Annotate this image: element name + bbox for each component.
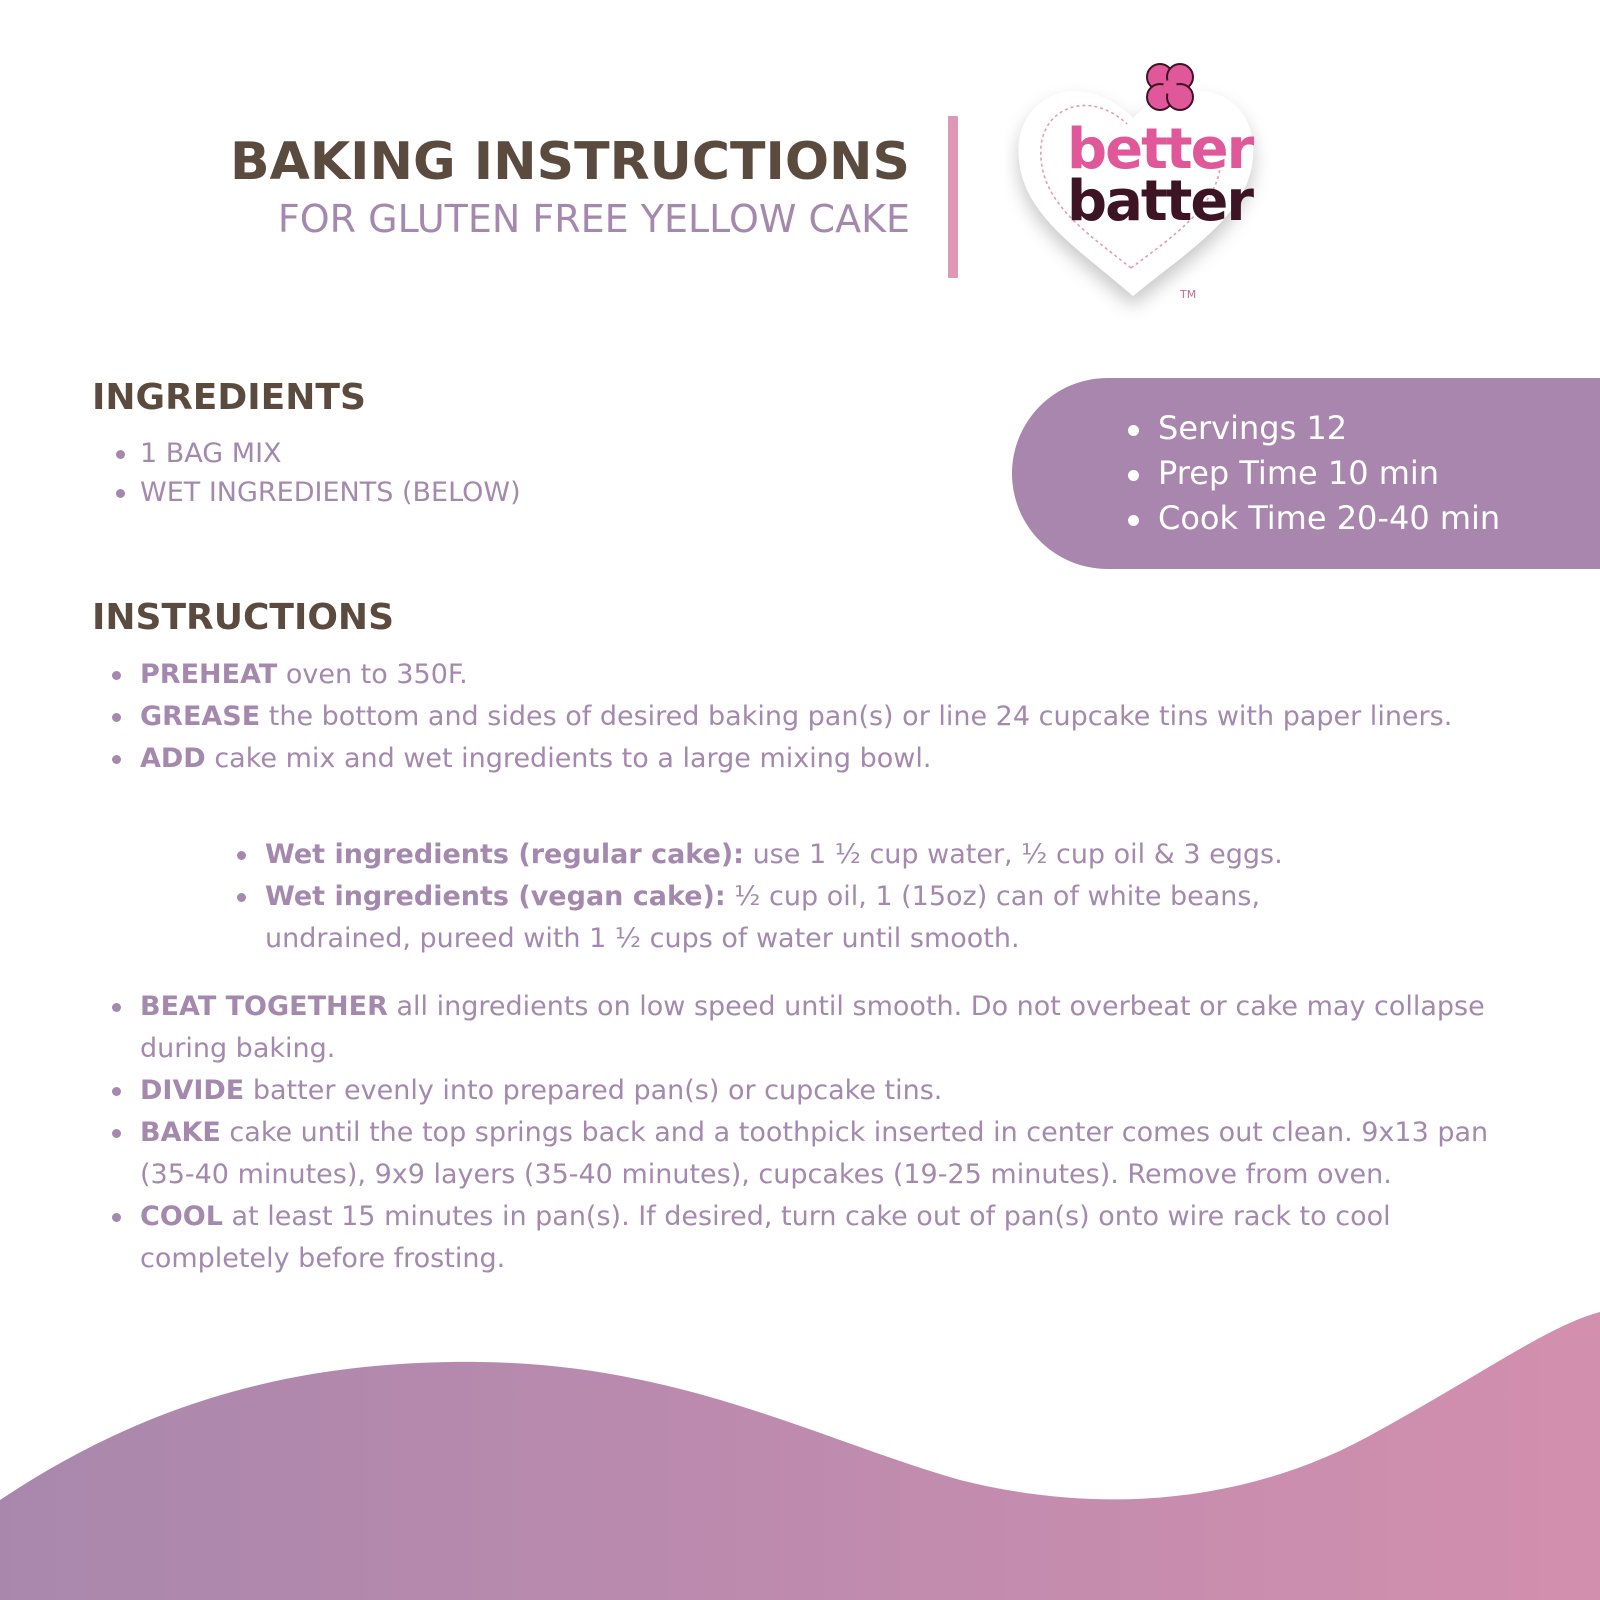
- step-keyword: ADD: [140, 743, 206, 774]
- option-text: ½ cup oil, 1 (15oz) can of white beans, undrained, pureed with 1 ½ cups of water until smooth.: [265, 881, 1261, 954]
- option-text: use 1 ½ cup water, ½ cup oil & 3 eggs.: [743, 839, 1283, 870]
- step-keyword: DIVIDE: [140, 1075, 245, 1106]
- brand-logo: [1005, 40, 1285, 340]
- option-keyword: Wet ingredients (vegan cake):: [265, 881, 726, 912]
- cook-time-item: [1158, 496, 1500, 541]
- step-text: at least 15 minutes in pan(s). If desired, turn cake out of pan(s) onto wire rack to cool completely before frosting.: [140, 1201, 1391, 1274]
- bullet-icon: [112, 1213, 121, 1222]
- bullet-icon: [1128, 470, 1139, 481]
- option-keyword: Wet ingredients (regular cake):: [265, 839, 744, 870]
- prep-time-item: [1158, 451, 1500, 496]
- step-keyword: GREASE: [140, 701, 261, 732]
- decorative-wave: [0, 1300, 1600, 1600]
- step-keyword: BEAT TOGETHER: [140, 991, 388, 1022]
- instruction-step: [140, 1112, 1540, 1196]
- header-divider: [948, 116, 958, 278]
- step-text: oven to 350F.: [277, 659, 468, 690]
- wet-option: [265, 876, 1285, 960]
- pink-flower-icon: [1147, 64, 1193, 110]
- step-keyword: PREHEAT: [140, 659, 278, 690]
- step-keyword: BAKE: [140, 1117, 221, 1148]
- step-text: batter evenly into prepared pan(s) or cupcake tins.: [244, 1075, 943, 1106]
- servings-text: Servings 12: [1158, 409, 1348, 447]
- ingredients-list: [140, 434, 521, 512]
- bullet-icon: [112, 755, 121, 764]
- ingredient-text: 1 BAG MIX: [140, 438, 282, 469]
- cook-time-text: Cook Time 20-40 min: [1158, 499, 1501, 537]
- step-text: cake mix and wet ingredients to a large mixing bowl.: [205, 743, 932, 774]
- instruction-step: [140, 696, 1540, 738]
- bullet-icon: [112, 713, 121, 722]
- bullet-icon: [112, 1087, 121, 1096]
- list-item: [140, 473, 521, 512]
- list-item: [140, 434, 521, 473]
- wet-ingredients-list: [265, 834, 1285, 960]
- header: [230, 132, 910, 244]
- instruction-step: [140, 1196, 1540, 1280]
- instruction-step: [140, 986, 1540, 1070]
- bullet-icon: [1128, 515, 1139, 526]
- ingredient-text: WET INGREDIENTS (BELOW): [140, 477, 521, 508]
- instruction-step: [140, 654, 1540, 696]
- page-title: BAKING INSTRUCTIONS: [229, 132, 910, 192]
- logo-word-batter: batter: [1067, 169, 1253, 234]
- step-text: the bottom and sides of desired baking pan(s) or line 24 cupcake tins with paper liners.: [260, 701, 1453, 732]
- instructions-heading: INSTRUCTIONS: [92, 597, 394, 638]
- step-keyword: COOL: [140, 1201, 223, 1232]
- ingredients-heading: INGREDIENTS: [92, 377, 366, 418]
- prep-time-text: Prep Time 10 min: [1158, 454, 1440, 492]
- bullet-icon: [116, 489, 125, 498]
- bullet-icon: [237, 851, 246, 860]
- instruction-step: [140, 1070, 1540, 1112]
- step-text: all ingredients on low speed until smooth. Do not overbeat or cake may collapse during baking.: [140, 991, 1485, 1064]
- step-text: cake until the top springs back and a toothpick inserted in center comes out clean. 9x13 pan (35-40 minutes), 9x9 layers (35-40 minutes), cupcakes (19-25 minutes). Remove from oven.: [140, 1117, 1489, 1190]
- page-subtitle: FOR GLUTEN FREE YELLOW CAKE: [277, 197, 910, 241]
- bullet-icon: [112, 1129, 121, 1138]
- trademark-mark: TM: [1180, 288, 1197, 301]
- bullet-icon: [112, 1003, 121, 1012]
- instruction-step: [140, 738, 1540, 780]
- bullet-icon: [112, 671, 121, 680]
- bullet-icon: [1128, 425, 1139, 436]
- steps-list-after: [140, 986, 1540, 1280]
- bullet-icon: [116, 450, 125, 459]
- bullet-icon: [237, 893, 246, 902]
- logo-word-better: better: [1067, 117, 1253, 182]
- recipe-info-list: [1158, 406, 1500, 541]
- servings-item: [1158, 406, 1500, 451]
- wet-option: [265, 834, 1285, 876]
- steps-list-before: [140, 654, 1540, 780]
